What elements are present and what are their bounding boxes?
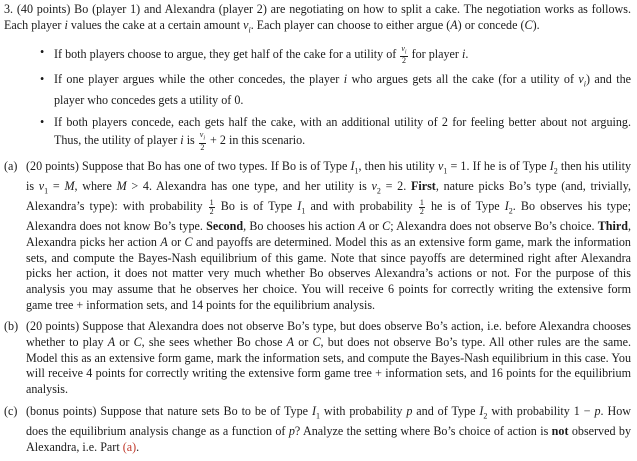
bullet-dot: • xyxy=(40,44,45,59)
fraction: $\frac{v_i}{2}$ xyxy=(199,129,206,152)
part-a: (a) (20 points) Suppose that Bo has one of two types. If Bo is of Type $I_1$, then his utility $v_1 = 1$. If he is of Type $I_2$ then his utility is $v_1 = M$, where M > 4. Alexandra has one type, and her utility is $v_2 = 2$. First, nature picks Bo’s type (and, trivially, Alexandra’s type): with probability $\frac{1}{2}$ Bo is of Type $I_1$ and with probability $\frac{1}{2}$ he is of Type $I_2$. Bo observes his type; Alexandra does not know Bo’s type. Second, Bo chooses his action A or C; Alexandra does not observe Bo’s choice. Third, Alexandra picks her action A or C and payoffs are determined. Model this as an extensive form game, mark the information sets, and compute the Bayes-Nash equilibrium of this game. Note that since payoffs are determined right after Alexandra picks her action, it does not matter very much whether Bo observes Alexandra’s actions or not. For the purpose of this analysis you may assume that he observes her choice. You will receive 6 points for correctly writing the extensive form game tree + information sets, and 14 points for the equilibrium analysis. xyxy=(4,158,632,312)
fraction: $\frac{v_i}{2}$ xyxy=(401,43,407,66)
rule-both-concede: • If both players concede, each gets half the cake, with an additional utility of 2 for feeling better about not arguing. Thus, the utility of player i is $\frac{v_i}{2}$ + 2 in this scenario. xyxy=(40,115,631,152)
rule-one-argues: • If one player argues while the other concedes, the player i who argues gets all the cake (for a utility of $v_i$) and the player who concedes gets a utility of 0. xyxy=(40,72,632,107)
fraction: $\frac{1}{2}$ xyxy=(209,197,214,216)
part-b: (b) (20 points) Suppose that Alexandra does not observe Bo’s type, but does observe Bo’s action, i.e. before Alexandra chooses whether to play A or C, she sees whether Bo chose A or C, but does not observe Bo’s type. All other rules are the same. Model this as an extensive form game, mark the information sets, and compute the Bayes-Nash equilibrium in this case. You will receive 4 points for correctly writing the extensive form game tree + information sets, and 16 points for the equilibrium analysis. xyxy=(4,319,631,397)
rules-list xyxy=(4,45,631,152)
rule-both-argue: • If both players choose to argue, they get half of the cake for a utility of $\frac{v_i}{2}$ for player i. xyxy=(40,43,469,66)
bullet-dot: • xyxy=(40,115,45,130)
fraction: $\frac{1}{2}$ xyxy=(419,197,424,216)
part-c-label: (c) xyxy=(4,403,18,418)
question-header: 3. (40 points) Bo (player 1) and Alexandra (player 2) are negotiating on how to split a cake. The negotiation works as follows. Each player i values the cake at a certain amount $v_i$. Each player can choose to either argue (A) or concede (C). xyxy=(4,2,631,35)
part-b-label: (b) xyxy=(4,319,19,334)
bullet-dot: • xyxy=(40,72,45,87)
part-c: (c) (bonus points) Suppose that nature sets Bo to be of Type $I_1$ with probability p and of Type $I_2$ with probability 1 − p. How does the equilibrium analysis change as a function of p? Analyze the setting where Bo’s choice of action is not observed by Alexandra, i.e. Part (a). xyxy=(4,403,631,454)
part-a-reference-link[interactable]: (a) xyxy=(122,439,137,454)
question-parts xyxy=(4,159,631,456)
part-a-label: (a) xyxy=(4,158,18,173)
